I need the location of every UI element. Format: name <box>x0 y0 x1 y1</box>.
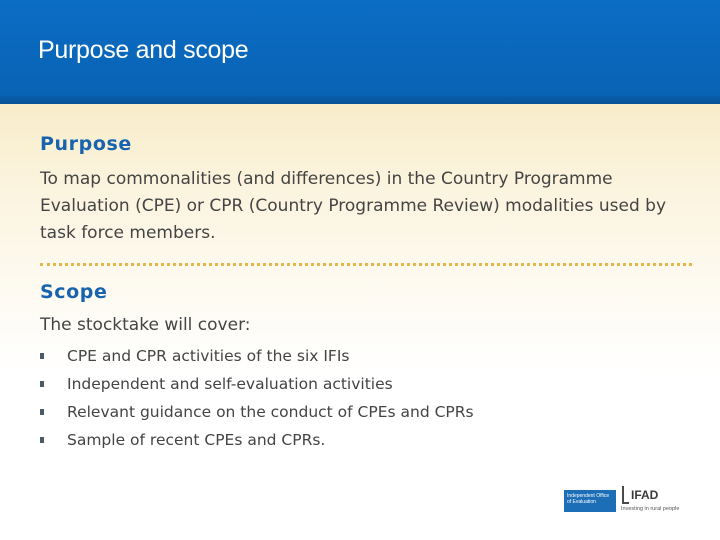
purpose-text: To map commonalities (and differences) in the Country Programme Evaluation (CPE) or CPR (Country Programme Review) modalities used by task force members. <box>40 169 667 243</box>
scope-bullet-item <box>40 342 474 370</box>
section-divider <box>40 263 692 266</box>
ifad-logo <box>564 486 690 516</box>
title-bar-shadow <box>0 96 720 104</box>
scope-intro: The stocktake will cover: <box>40 315 251 335</box>
bullet-square-icon <box>40 353 44 359</box>
ifad-logo-name: IFAD <box>631 488 659 502</box>
scope-bullet-item <box>40 426 474 454</box>
evaluation-office-badge <box>564 490 616 512</box>
scope-bullet-text: Sample of recent CPEs and CPRs. <box>67 431 326 449</box>
scope-heading: Scope <box>40 281 108 303</box>
badge-line-2: of Evaluation <box>567 499 596 505</box>
scope-bullet-item <box>40 398 474 426</box>
slide-title: Purpose and scope <box>38 36 249 64</box>
bullet-square-icon <box>40 437 44 443</box>
scope-bullet-list <box>40 342 474 454</box>
scope-bullet-text: Independent and self-evaluation activities <box>67 375 393 393</box>
purpose-heading: Purpose <box>40 133 132 155</box>
scope-bullet-text: Relevant guidance on the conduct of CPEs and CPRs <box>67 403 474 421</box>
scope-bullet-item <box>40 370 474 398</box>
scope-bullet-text: CPE and CPR activities of the six IFIs <box>67 347 350 365</box>
ifad-figure-icon <box>622 486 629 504</box>
bullet-square-icon <box>40 409 44 415</box>
bullet-square-icon <box>40 381 44 387</box>
badge-line-1: Independent Office <box>567 493 610 499</box>
title-bar <box>0 0 720 104</box>
ifad-tagline: Investing in rural people <box>621 506 680 512</box>
